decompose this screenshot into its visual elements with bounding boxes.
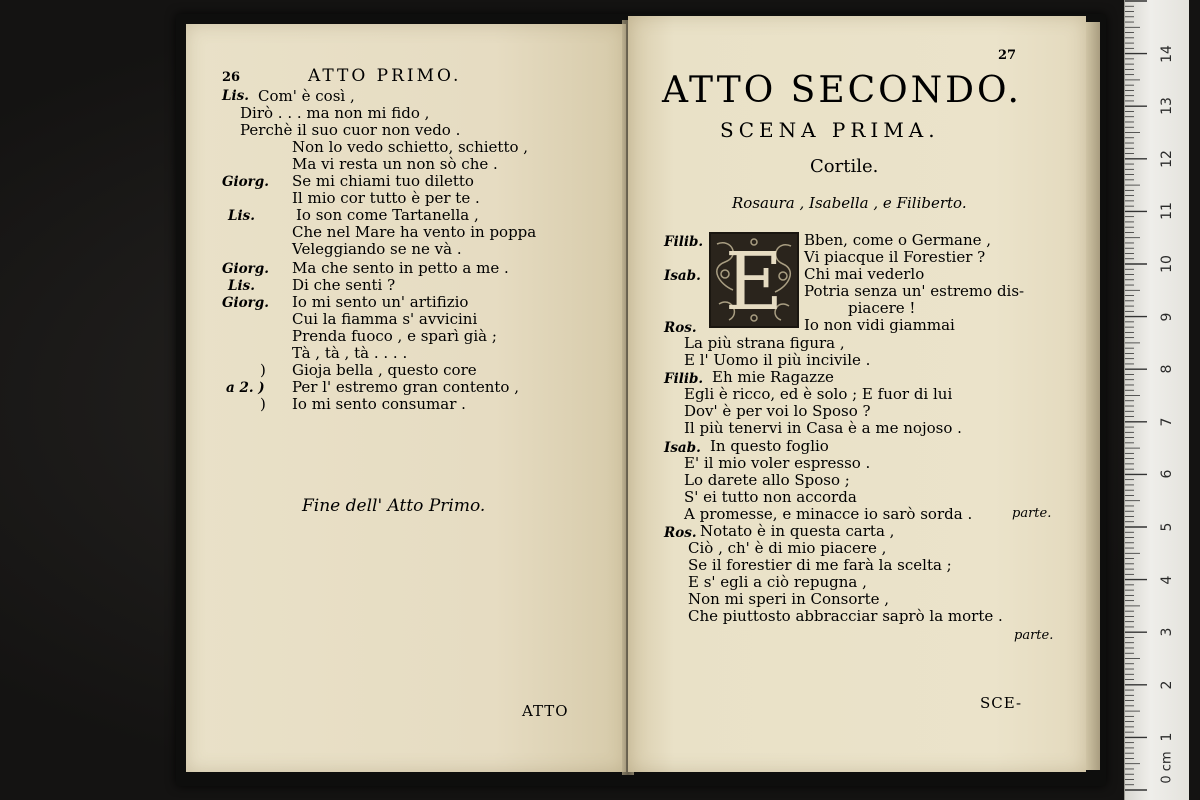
- ruler-number: 1: [1159, 732, 1175, 742]
- verse-line: Che nel Mare ha vento in poppa: [292, 223, 537, 241]
- verse-line: Veleggiando se ne và .: [292, 240, 462, 258]
- verse-line: Ciò , ch' è di mio piacere ,: [688, 539, 887, 557]
- ruler-number: 12: [1159, 149, 1175, 168]
- verse-line: La più strana figura ,: [684, 334, 845, 352]
- right-catchword: SCE-: [980, 694, 1023, 712]
- speaker-label: Lis.: [228, 278, 255, 294]
- right-page-number: 27: [998, 48, 1017, 63]
- verse-line: Che piuttosto abbracciar saprò la morte .: [688, 607, 1003, 625]
- verse-line: Se il forestier di me farà la scelta ;: [688, 556, 952, 574]
- speaker-label: Filib.: [664, 371, 704, 387]
- ruler-ticks: [1125, 0, 1189, 800]
- verse-line: Vi piacque il Forestier ?: [804, 248, 986, 266]
- verse-line: Io mi sento un' artifizio: [292, 293, 469, 311]
- decorated-initial: [709, 232, 799, 328]
- speaker-label: Filib.: [664, 234, 704, 250]
- scene-title: SCENA PRIMA.: [720, 118, 940, 142]
- verse-line: S' ei tutto non accorda: [684, 488, 857, 506]
- verse-line: Io non vidi giammai: [804, 316, 955, 334]
- character-list: Rosaura , Isabella , e Filiberto.: [732, 194, 967, 212]
- speaker-label: Ros.: [664, 320, 697, 336]
- ruler-unit: 0 cm: [1159, 751, 1175, 784]
- verse-line: Gioja bella , questo core: [292, 361, 477, 379]
- verse-line: Ma vi resta un non sò che .: [292, 155, 498, 173]
- verse-line: Ma che sento in petto a me .: [292, 259, 509, 277]
- exit-direction: parte.: [1012, 506, 1052, 521]
- verse-line: Io son come Tartanella ,: [296, 206, 479, 224]
- speaker-label: Ros.: [664, 525, 697, 541]
- verse-line: Com' è così ,: [258, 87, 355, 105]
- verse-line: In questo foglio: [710, 437, 829, 455]
- verse-line: Potria senza un' estremo dis-: [804, 282, 1025, 300]
- ensemble-bracket: ): [260, 361, 266, 379]
- speaker-label: Giorg.: [222, 174, 269, 190]
- ruler-number: 4: [1159, 575, 1175, 585]
- ruler-number: 7: [1159, 417, 1175, 427]
- verse-line: Se mi chiami tuo diletto: [292, 172, 474, 190]
- verse-line: E s' egli a ciò repugna ,: [688, 573, 867, 591]
- act-closing: Fine dell' Atto Primo.: [302, 496, 486, 516]
- speaker-label: Giorg.: [222, 295, 269, 311]
- left-running-head: ATTO PRIMO.: [308, 66, 462, 86]
- speaker-label: Isab.: [664, 440, 701, 456]
- verse-line: Bben, come o Germane ,: [804, 231, 992, 249]
- page-edge: [1086, 22, 1100, 770]
- ruler-number: 6: [1159, 469, 1175, 479]
- left-page-number: 26: [222, 70, 241, 85]
- verse-line: Eh mie Ragazze: [712, 368, 834, 386]
- ruler-number: 5: [1159, 522, 1175, 532]
- ruler-number: 3: [1159, 627, 1175, 637]
- verse-line: Il più tenervi in Casa è a me nojoso .: [684, 419, 962, 437]
- verse-line: Perchè il suo cuor non vedo .: [240, 121, 461, 139]
- verse-line: E l' Uomo il più incivile .: [684, 351, 871, 369]
- verse-line: Chi mai vederlo: [804, 265, 925, 283]
- speaker-label: Lis.: [228, 208, 255, 224]
- exit-direction: parte.: [1014, 628, 1054, 643]
- verse-line: Cui la fiamma s' avvicini: [292, 310, 478, 328]
- speaker-label: Lis.: [222, 88, 249, 104]
- speaker-label: Isab.: [664, 268, 701, 284]
- scene-setting: Cortile.: [810, 156, 879, 177]
- verse-line: Notato è in questa carta ,: [700, 522, 895, 540]
- verse-line: A promesse, e minacce io sarò sorda .: [684, 505, 973, 523]
- verse-line: Non lo vedo schietto, schietto ,: [292, 138, 529, 156]
- measurement-ruler: [1124, 0, 1189, 800]
- verse-line: Il mio cor tutto è per te .: [292, 189, 480, 207]
- verse-line: Dirò . . . ma non mi fido ,: [240, 104, 430, 122]
- left-catchword: ATTO: [522, 702, 569, 720]
- ruler-number: 10: [1159, 255, 1175, 273]
- initial-letter: E: [724, 235, 784, 328]
- ruler-number: 13: [1159, 97, 1175, 116]
- verse-line: Prenda fuoco , e sparì già ;: [292, 327, 497, 345]
- ruler-number: 2: [1159, 680, 1175, 690]
- speaker-label: Giorg.: [222, 261, 269, 277]
- ruler-number: 8: [1159, 364, 1175, 374]
- verse-line: Dov' è per voi lo Sposo ?: [684, 402, 871, 420]
- act-title: ATTO SECONDO.: [662, 70, 1022, 111]
- ruler-number: 14: [1159, 44, 1175, 63]
- verse-line: Io mi sento consumar .: [292, 395, 466, 413]
- ruler-number: 11: [1159, 202, 1175, 221]
- ensemble-marker: a 2. ): [226, 380, 265, 396]
- verse-line: Lo darete allo Sposo ;: [684, 471, 850, 489]
- verse-line: Tà , tà , tà . . . .: [292, 344, 408, 362]
- verse-line: Per l' estremo gran contento ,: [292, 378, 519, 396]
- verse-line: piacere !: [848, 299, 916, 317]
- verse-line: Di che senti ?: [292, 276, 396, 294]
- ensemble-bracket: ): [260, 395, 266, 413]
- ruler-number: 9: [1159, 312, 1175, 322]
- verse-line: Non mi speri in Consorte ,: [688, 590, 890, 608]
- verse-line: E' il mio voler espresso .: [684, 454, 871, 472]
- verse-line: Egli è ricco, ed è solo ; E fuor di lui: [684, 385, 953, 403]
